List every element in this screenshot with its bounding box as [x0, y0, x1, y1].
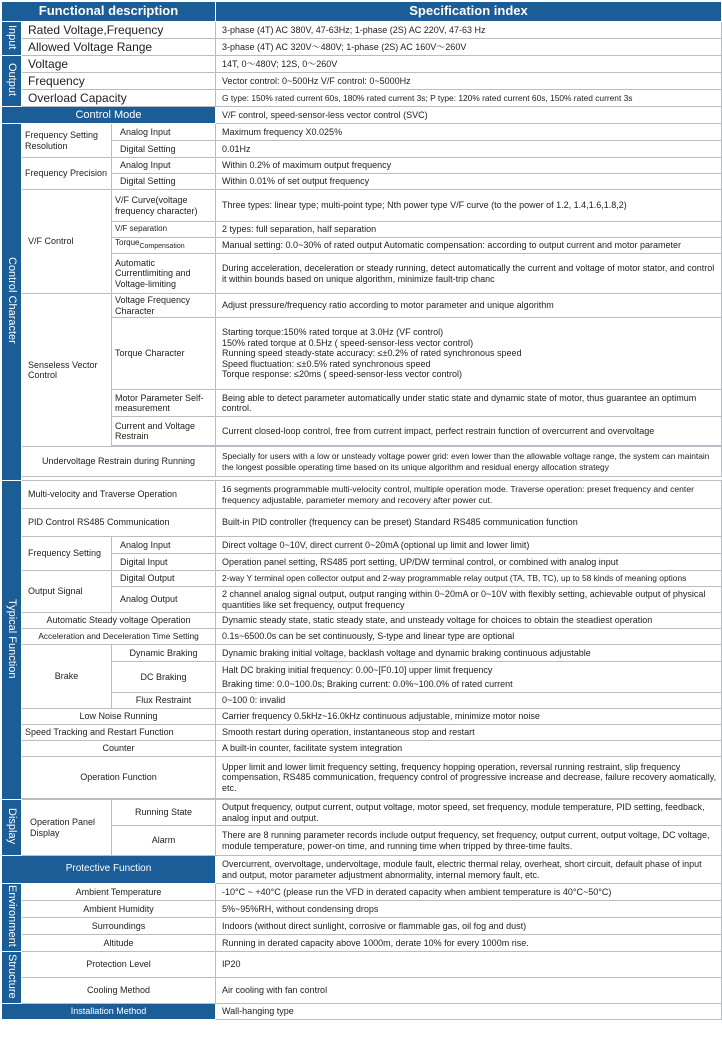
auto-steady-value: Dynamic steady state, static steady state, and unsteady voltage for choices to obtain the steadiest operation [216, 613, 722, 629]
flux-restraint-label: Flux Restraint [112, 693, 216, 709]
allowed-voltage-label: Allowed Voltage Range [22, 39, 216, 56]
torque-compensation-label-b: Compensation [139, 243, 185, 251]
table-row [2, 645, 722, 662]
pid-control-value: Built-in PID controller (frequency can be preset) Standard RS485 communication function [216, 509, 722, 537]
running-state-label: Running State [112, 800, 216, 826]
os-analog-output-label: Analog Output [112, 587, 216, 613]
table-row [2, 856, 722, 884]
flux-restraint-value: 0~100 0: invalid [216, 693, 722, 709]
table-header [2, 2, 722, 22]
table-row [2, 800, 722, 826]
installation-method-label: Installation Method [2, 1004, 216, 1020]
cooling-method-value: Air cooling with fan control [216, 978, 722, 1004]
table-row [2, 39, 722, 56]
torque-compensation-value: Manual setting: 0.0~30% of rated output Automatic compensation: according to output current and motor parameter [216, 238, 722, 254]
rated-voltage-label: Rated Voltage,Frequency [22, 22, 216, 39]
senseless-vector-control-label: Senseless Vector Control [22, 294, 112, 447]
table-row [2, 509, 722, 537]
table-row [2, 978, 722, 1004]
torque-compensation-label [112, 238, 216, 254]
counter-label: Counter [22, 741, 216, 757]
table-row [2, 613, 722, 629]
torque-line: 150% rated torque at 0.5Hz ( speed-sensor-less vector control) [222, 337, 474, 348]
res-analog-input-label: Analog Input [112, 124, 216, 141]
operation-panel-display-label: Operation Panel Display [22, 800, 112, 856]
table-row [2, 158, 722, 174]
protection-level-value: IP20 [216, 952, 722, 978]
surroundings-label: Surroundings [22, 918, 216, 935]
dc-braking-label: DC Braking [112, 662, 216, 693]
dynamic-braking-label: Dynamic Braking [112, 645, 216, 662]
table-row [2, 884, 722, 901]
auto-limiting-value: During acceleration, deceleration or steady running, detect automatically the current and voltage of motor stator, and control it within bounds based on unique algorithm, minimize fault-trip chanc [216, 254, 722, 294]
table-row [2, 56, 722, 73]
auto-limiting-label: Automatic Currentlimiting and Voltage-limiting [112, 254, 216, 294]
freq-setting-resolution-label: Frequency Setting Resolution [22, 124, 112, 158]
os-analog-output-value: 2 channel analog signal output, output ranging within 0~20mA or 0~10V with flexibly setting, achievable output of physical quantities like set frequency, output frequency [216, 587, 722, 613]
output-frequency-value: Vector control: 0~500Hz V/F control: 0~5000Hz [216, 73, 722, 90]
protective-function-value: Overcurrent, overvoltage, undervoltage, module fault, electric thermal relay, overheat, short circuit, default phase of input and output, motor parameter adjustment abnormality, internal memory fault, etc. [216, 856, 722, 884]
header-functional-description: Functional description [2, 2, 216, 22]
table-row [2, 73, 722, 90]
frequency-precision-label: Frequency Precision [22, 158, 112, 190]
alarm-label: Alarm [112, 826, 216, 856]
overload-capacity-value: G type: 150% rated current 60s, 180% rated current 3s; P type: 120% rated current 60s, 150% rated current 3s [216, 90, 722, 107]
output-signal-label: Output Signal [22, 571, 112, 613]
dc-braking-line: Braking time: 0.0~100.0s; Braking current: 0.0%~100.0% of rated current [222, 678, 513, 689]
category-control-character: Control Character [2, 124, 22, 481]
vf-separation-label: V/F separation [112, 222, 216, 238]
motor-parameter-label: Motor Parameter Self-measurement [112, 390, 216, 417]
torque-character-label: Torque Character [112, 318, 216, 390]
table-row [2, 571, 722, 587]
table-row [2, 22, 722, 39]
table-row [2, 447, 722, 477]
low-noise-value: Carrier frequency 0.5kHz~16.0kHz continuous adjustable, minimize motor noise [216, 709, 722, 725]
table-row [2, 537, 722, 554]
category-structure: Structure [2, 952, 22, 1004]
fs-analog-input-value: Direct voltage 0~10V, direct current 0~20mA (optional up limit and lower limit) [216, 537, 722, 554]
os-digital-output-label: Digital Output [112, 571, 216, 587]
res-analog-input-value: Maximum frequency X0.025% [216, 124, 722, 141]
header-specification-index: Specification index [216, 2, 722, 22]
table-row [2, 190, 722, 222]
current-voltage-restrain-value: Current closed-loop control, free from current impact, perfect restrain function of overcurrent and overvoltage [216, 417, 722, 446]
torque-line: Torque response: ≤20ms ( speed-sensor-less vector control) [222, 369, 463, 380]
brake-label: Brake [22, 645, 112, 709]
torque-line: Speed fluctuation: ≤±0.5% rated synchronous speed [222, 358, 431, 369]
category-environment: Environment [2, 884, 22, 952]
pid-control-label: PID Control RS485 Communication [22, 509, 216, 537]
category-output: Output [2, 56, 22, 107]
multi-velocity-value: 16 segments programmable multi-velocity control, multiple operation mode. Traverse operation: preset frequency and center frequency adjustable, parameter memory and recovery after power cut. [216, 481, 722, 509]
operation-function-label: Operation Function [22, 757, 216, 799]
fs-digital-input-value: Operation panel setting, RS485 port setting, UP/DW terminal control, or combined with analog input [216, 554, 722, 571]
counter-value: A built-in counter, facilitate system integration [216, 741, 722, 757]
vf-character-value: Adjust pressure/frequency ratio according to motor parameter and unique algorithm [216, 294, 722, 318]
motor-parameter-value: Being able to detect parameter automatically under static state and dynamic state of motor, thus guarantee an optimum control. [216, 390, 722, 417]
ambient-humidity-label: Ambient Humidity [22, 901, 216, 918]
table-row [2, 952, 722, 978]
category-input: Input [2, 22, 22, 56]
auto-steady-label: Automatic Steady voltage Operation [22, 613, 216, 629]
alarm-value: There are 8 running parameter records include output frequency, set frequency, output current, output voltage, DC voltage, module temperature, power-on time, and running time when tripped by three-time faults. [216, 826, 722, 856]
torque-line: Starting torque:150% rated torque at 3.0Hz (VF control) [222, 327, 444, 338]
prec-digital-setting-label: Digital Setting [112, 174, 216, 190]
torque-line: Running speed steady-state accuracy: ≤±0.2% of rated synchronous speed [222, 348, 522, 359]
dynamic-braking-value: Dynamic braking initial voltage, backlash voltage and dynamic braking continuous adjustable [216, 645, 722, 662]
vf-control-label: V/F Control [22, 190, 112, 294]
current-voltage-restrain-label: Current and Voltage Restrain [112, 417, 216, 446]
installation-method-value: Wall-hanging type [216, 1004, 722, 1020]
table-row [2, 629, 722, 645]
prec-analog-input-label: Analog Input [112, 158, 216, 174]
output-voltage-label: Voltage [22, 56, 216, 73]
res-digital-setting-label: Digital Setting [112, 141, 216, 158]
dc-braking-line: Halt DC braking initial frequency: 0.00~[F0.10] upper limit frequency [222, 665, 493, 675]
overload-capacity-label: Overload Capacity [22, 90, 216, 107]
table-row [2, 1004, 722, 1020]
table-row [2, 709, 722, 725]
table-row [2, 935, 722, 952]
protection-level-label: Protection Level [22, 952, 216, 978]
ambient-temperature-label: Ambient Temperature [22, 884, 216, 901]
operation-function-value: Upper limit and lower limit frequency setting, frequency hopping operation, reversal running restraint, slip frequency compensation, RS485 communication, frequency control of progressive increase and decrease, failure recovery aomatically, etc. [216, 757, 722, 799]
table-row [2, 918, 722, 935]
vf-separation-value: 2 types: full separation, half separation [216, 222, 722, 238]
vf-character-label: Voltage Frequency Character [112, 294, 216, 318]
allowed-voltage-value: 3-phase (4T) AC 320V～480V; 1-phase (2S) AC 160V～260V [216, 39, 722, 56]
rated-voltage-value: 3-phase (4T) AC 380V, 47-63Hz; 1-phase (2S) AC 220V, 47-63 Hz [216, 22, 722, 39]
speed-tracking-value: Smooth restart during operation, instantaneous stop and restart [216, 725, 722, 741]
surroundings-value: Indoors (without direct sunlight, corrosive or flammable gas, oil fog and dust) [216, 918, 722, 935]
control-mode-label: Control Mode [2, 107, 216, 124]
table-row [2, 725, 722, 741]
table-row [2, 90, 722, 107]
multi-velocity-label: Multi-velocity and Traverse Operation [22, 481, 216, 509]
dc-braking-value [216, 662, 722, 693]
protective-function-label: Protective Function [2, 856, 216, 884]
ambient-temperature-value: -10°C ~ +40°C (please run the VFD in derated capacity when ambient temperature is 40°C~50°C) [216, 884, 722, 901]
control-mode-value: V/F control, speed-sensor-less vector control (SVC) [216, 107, 722, 124]
category-display: Display [2, 800, 22, 856]
altitude-label: Altitude [22, 935, 216, 952]
table-row [2, 901, 722, 918]
category-typical-function: Typical Function [2, 481, 22, 800]
table-row [2, 757, 722, 799]
fs-analog-input-label: Analog Input [112, 537, 216, 554]
accel-decel-label: Acceleration and Deceleration Time Setting [22, 629, 216, 645]
prec-digital-setting-value: Within 0.01% of set output frequency [216, 174, 722, 190]
low-noise-label: Low Noise Running [22, 709, 216, 725]
spec-table [1, 1, 722, 1020]
torque-compensation-label-a: Torque [115, 238, 140, 248]
undervoltage-restrain-value: Specially for users with a low or unsteady voltage power grid: even lower than the allowable voltage range, the system can maintain the longest possible operating time based on its unique algorithm and residual energy allocation strategy [216, 447, 722, 477]
output-frequency-label: Frequency [22, 73, 216, 90]
torque-character-value [216, 318, 722, 390]
altitude-value: Running in derated capacity above 1000m, derate 10% for every 1000m rise. [216, 935, 722, 952]
frequency-setting-label: Frequency Setting [22, 537, 112, 571]
table-row [2, 107, 722, 124]
fs-digital-input-label: Digital Input [112, 554, 216, 571]
vf-curve-value: Three types: linear type; multi-point type; Nth power type V/F curve (to the power of 1.2, 1.4,1.6,1.8,2) [216, 190, 722, 222]
table-row [2, 294, 722, 318]
undervoltage-restrain-label: Undervoltage Restrain during Running [22, 447, 216, 477]
running-state-value: Output frequency, output current, output voltage, motor speed, set frequency, module temperature, PID setting, feedback, analog input and output. [216, 800, 722, 826]
table-row [2, 481, 722, 509]
prec-analog-input-value: Within 0.2% of maximum output frequency [216, 158, 722, 174]
cooling-method-label: Cooling Method [22, 978, 216, 1004]
ambient-humidity-value: 5%~95%RH, without condensing drops [216, 901, 722, 918]
table-row [2, 741, 722, 757]
table-row [2, 124, 722, 141]
vf-curve-label: V/F Curve(voltage frequency character) [112, 190, 216, 222]
speed-tracking-label: Speed Tracking and Restart Function [22, 725, 216, 741]
accel-decel-value: 0.1s~6500.0s can be set continuously, S-type and linear type are optional [216, 629, 722, 645]
res-digital-setting-value: 0.01Hz [216, 141, 722, 158]
output-voltage-value: 14T, 0～480V; 12S, 0～260V [216, 56, 722, 73]
os-digital-output-value: 2-way Y terminal open collector output and 2-way programmable relay output (TA, TB, TC), up to 58 kinds of meaning options [216, 571, 722, 587]
